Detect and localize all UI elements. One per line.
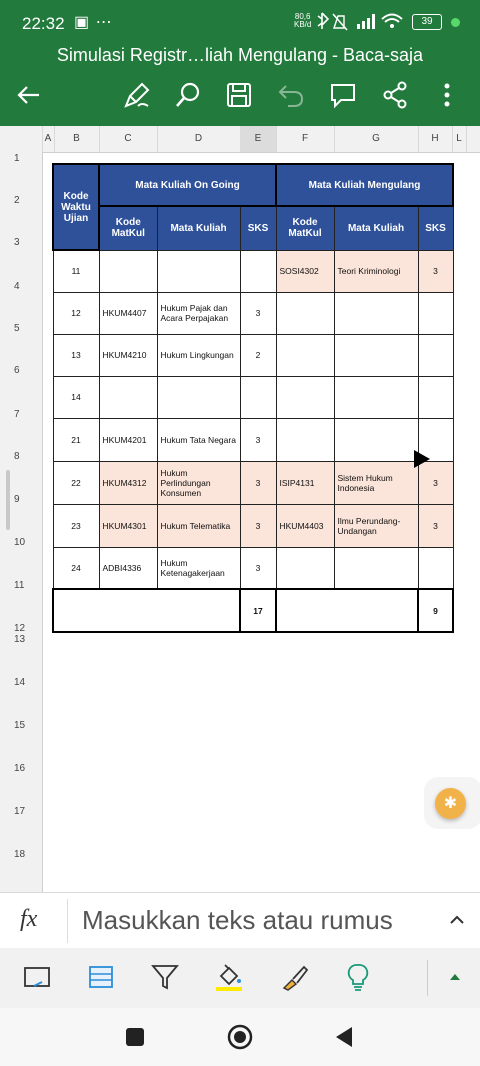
total-row	[53, 589, 453, 632]
format-painter-icon[interactable]	[280, 962, 310, 992]
cell-format-icon[interactable]	[22, 962, 52, 992]
search-icon[interactable]	[173, 80, 203, 110]
notification-icons: ▣ ⋯	[74, 14, 113, 31]
fill-color-icon[interactable]	[214, 962, 244, 992]
column-header[interactable]: A	[42, 126, 55, 152]
status-time: 22:32	[22, 14, 65, 33]
lightbulb-icon[interactable]	[343, 962, 373, 992]
table-row	[53, 504, 453, 547]
cell-matkul[interactable]: Ilmu Perundang-Undangan	[334, 504, 418, 547]
cell-kode[interactable]	[276, 547, 334, 589]
total-label-empty[interactable]	[53, 589, 240, 632]
header-group-ongoing[interactable]: Mata Kuliah On Going	[99, 164, 276, 206]
recents-icon[interactable]	[124, 1026, 146, 1048]
column-header[interactable]: H	[418, 126, 453, 152]
cell-matkul[interactable]: Hukum Perlindungan Konsumen	[157, 461, 240, 504]
cell-waktu[interactable]: 21	[53, 418, 99, 461]
cell-kode[interactable]	[276, 334, 334, 376]
fx-icon[interactable]: fx	[20, 906, 38, 932]
back-icon[interactable]	[332, 1025, 354, 1049]
cell-kode[interactable]: HKUM4201	[99, 418, 157, 461]
cell-kode[interactable]	[99, 250, 157, 292]
cell-sks[interactable]: 3	[418, 250, 453, 292]
subheader-mata-kuliah[interactable]: Mata Kuliah	[157, 206, 240, 250]
cell-kode[interactable]: HKUM4407	[99, 292, 157, 334]
cell-sks[interactable]: 3	[240, 461, 276, 504]
schedule-table	[52, 163, 454, 633]
formula-input[interactable]	[82, 905, 427, 936]
table-row	[53, 461, 453, 504]
table-row	[53, 334, 453, 376]
cell-matkul[interactable]: Hukum Pajak dan Acara Perpajakan	[157, 292, 240, 334]
home-icon[interactable]	[227, 1024, 253, 1050]
net-speed-value: 80,6	[294, 12, 311, 21]
cell-kode[interactable]	[276, 376, 334, 418]
row-header[interactable]: 16	[14, 763, 26, 774]
cell-matkul[interactable]: Hukum Lingkungan	[157, 334, 240, 376]
cell-sks[interactable]	[418, 292, 453, 334]
cell-sks[interactable]	[240, 250, 276, 292]
expand-up-icon[interactable]	[440, 962, 470, 992]
cell-kode[interactable]	[276, 292, 334, 334]
cell-kode[interactable]: HKUM4403	[276, 504, 334, 547]
app-title-bar	[0, 44, 480, 126]
row-header[interactable]: 17	[14, 806, 26, 817]
subheader-sks[interactable]: SKS	[240, 206, 276, 250]
system-nav-bar	[0, 1008, 480, 1066]
row-header[interactable]: 9	[14, 494, 20, 505]
cell-waktu[interactable]: 22	[53, 461, 99, 504]
column-header[interactable]: B	[54, 126, 100, 152]
signal-wifi-icons	[316, 10, 408, 32]
column-header[interactable]: L	[452, 126, 467, 152]
column-header[interactable]: F	[276, 126, 335, 152]
cell-matkul[interactable]: Hukum Tata Negara	[157, 418, 240, 461]
cell-matkul[interactable]	[334, 334, 418, 376]
cell-matkul[interactable]: Hukum Ketenagakerjaan	[157, 547, 240, 589]
row-header[interactable]: 1	[14, 153, 20, 164]
row-header[interactable]: 15	[14, 720, 26, 731]
cell-sks[interactable]	[418, 547, 453, 589]
cell-waktu[interactable]: 11	[53, 250, 99, 292]
scroll-indicator[interactable]	[6, 470, 10, 530]
divider	[67, 899, 68, 943]
cell-sks[interactable]: 3	[240, 292, 276, 334]
subheader-sks[interactable]: SKS	[418, 206, 453, 250]
row-header[interactable]: 13	[14, 634, 26, 645]
cell-matkul[interactable]	[334, 292, 418, 334]
table-row	[53, 250, 453, 292]
select-all-corner[interactable]	[0, 126, 43, 152]
net-speed-unit: KB/d	[294, 20, 312, 29]
table-icon[interactable]	[86, 962, 116, 992]
table-row	[53, 292, 453, 334]
total-sks-mengulang[interactable]: 9	[418, 589, 453, 632]
cell-kode[interactable]: HKUM4312	[99, 461, 157, 504]
row-header[interactable]: 2	[14, 195, 20, 206]
cell-matkul[interactable]	[157, 376, 240, 418]
row-header[interactable]: 11	[14, 580, 25, 591]
cell-waktu[interactable]: 23	[53, 504, 99, 547]
cell-matkul[interactable]: Teori Kriminologi	[334, 250, 418, 292]
document-title: Simulasi Registr…liah Mengulang - Baca-saja	[56, 45, 424, 65]
cell-waktu[interactable]: 24	[53, 547, 99, 589]
privacy-dot	[451, 18, 460, 27]
total-sks-ongoing[interactable]: 17	[240, 589, 276, 632]
filter-icon[interactable]	[150, 962, 180, 992]
status-bar	[0, 0, 480, 44]
cell-matkul[interactable]	[334, 418, 418, 461]
table-row	[53, 547, 453, 589]
row-header[interactable]: 6	[14, 365, 20, 376]
formula-bar	[0, 892, 480, 950]
total-label-empty[interactable]	[276, 589, 418, 632]
cell-kode[interactable]: HKUM4210	[99, 334, 157, 376]
row-header-bar	[0, 152, 43, 892]
cell-sks[interactable]: 2	[240, 334, 276, 376]
cell-kode[interactable]	[99, 376, 157, 418]
row-header[interactable]: 18	[14, 849, 26, 860]
accessibility-icon[interactable]: ✱	[435, 788, 466, 819]
cell-kode[interactable]: ADBI4336	[99, 547, 157, 589]
cell-sks[interactable]: 3	[240, 504, 276, 547]
column-header-bar	[0, 126, 480, 153]
draw-pen-icon[interactable]	[122, 80, 152, 110]
row-header[interactable]: 7	[14, 409, 20, 420]
battery-icon: 39	[412, 14, 442, 30]
row-header[interactable]: 3	[14, 237, 20, 248]
subheader-kode-matkul[interactable]: Kode MatKul	[276, 206, 334, 250]
column-header[interactable]: C	[99, 126, 158, 152]
subheader-mata-kuliah[interactable]: Mata Kuliah	[334, 206, 418, 250]
cell-matkul[interactable]	[334, 547, 418, 589]
table-row	[53, 376, 453, 418]
more-icon[interactable]	[432, 80, 462, 110]
header-kode-waktu[interactable]: Kode Waktu Ujian	[53, 164, 99, 250]
column-header[interactable]: E	[240, 126, 277, 152]
cell-sks[interactable]: 3	[240, 418, 276, 461]
divider	[427, 960, 428, 996]
bottom-toolbar	[0, 948, 480, 1008]
row-header[interactable]: 10	[14, 537, 26, 548]
cell-sks[interactable]: 3	[240, 547, 276, 589]
cell-sks[interactable]	[240, 376, 276, 418]
cell-sks[interactable]	[418, 376, 453, 418]
pointer-cursor-icon	[411, 448, 433, 470]
column-header[interactable]: G	[334, 126, 419, 152]
cell-kode[interactable]: ISIP4131	[276, 461, 334, 504]
cell-matkul[interactable]: Sistem Hukum Indonesia	[334, 461, 418, 504]
row-header[interactable]: 14	[14, 677, 26, 688]
row-header[interactable]: 8	[14, 451, 20, 462]
chevron-up-icon[interactable]	[448, 911, 466, 929]
save-icon[interactable]	[224, 80, 254, 110]
comment-icon[interactable]	[328, 80, 358, 110]
network-speed	[294, 13, 311, 29]
row-header[interactable]: 4	[14, 281, 20, 292]
cell-kode[interactable]	[276, 418, 334, 461]
back-arrow-icon[interactable]	[14, 80, 44, 110]
cell-sks[interactable]: 3	[418, 504, 453, 547]
cell-kode[interactable]: HKUM4301	[99, 504, 157, 547]
column-header[interactable]: D	[157, 126, 241, 152]
cell-matkul[interactable]: Hukum Telematika	[157, 504, 240, 547]
cell-sks[interactable]: 3	[418, 461, 453, 504]
undo-icon[interactable]	[276, 80, 306, 110]
row-header[interactable]: 5	[14, 323, 20, 334]
cell-sks[interactable]	[418, 334, 453, 376]
cell-kode[interactable]: SOSI4302	[276, 250, 334, 292]
table-row	[53, 418, 453, 461]
cell-waktu[interactable]: 14	[53, 376, 99, 418]
cell-waktu[interactable]: 13	[53, 334, 99, 376]
subheader-kode-matkul[interactable]: Kode MatKul	[99, 206, 157, 250]
row-header[interactable]: 12	[14, 623, 26, 634]
cell-matkul[interactable]	[157, 250, 240, 292]
cell-waktu[interactable]: 12	[53, 292, 99, 334]
share-icon[interactable]	[380, 80, 410, 110]
header-group-mengulang[interactable]: Mata Kuliah Mengulang	[276, 164, 453, 206]
cell-matkul[interactable]	[334, 376, 418, 418]
